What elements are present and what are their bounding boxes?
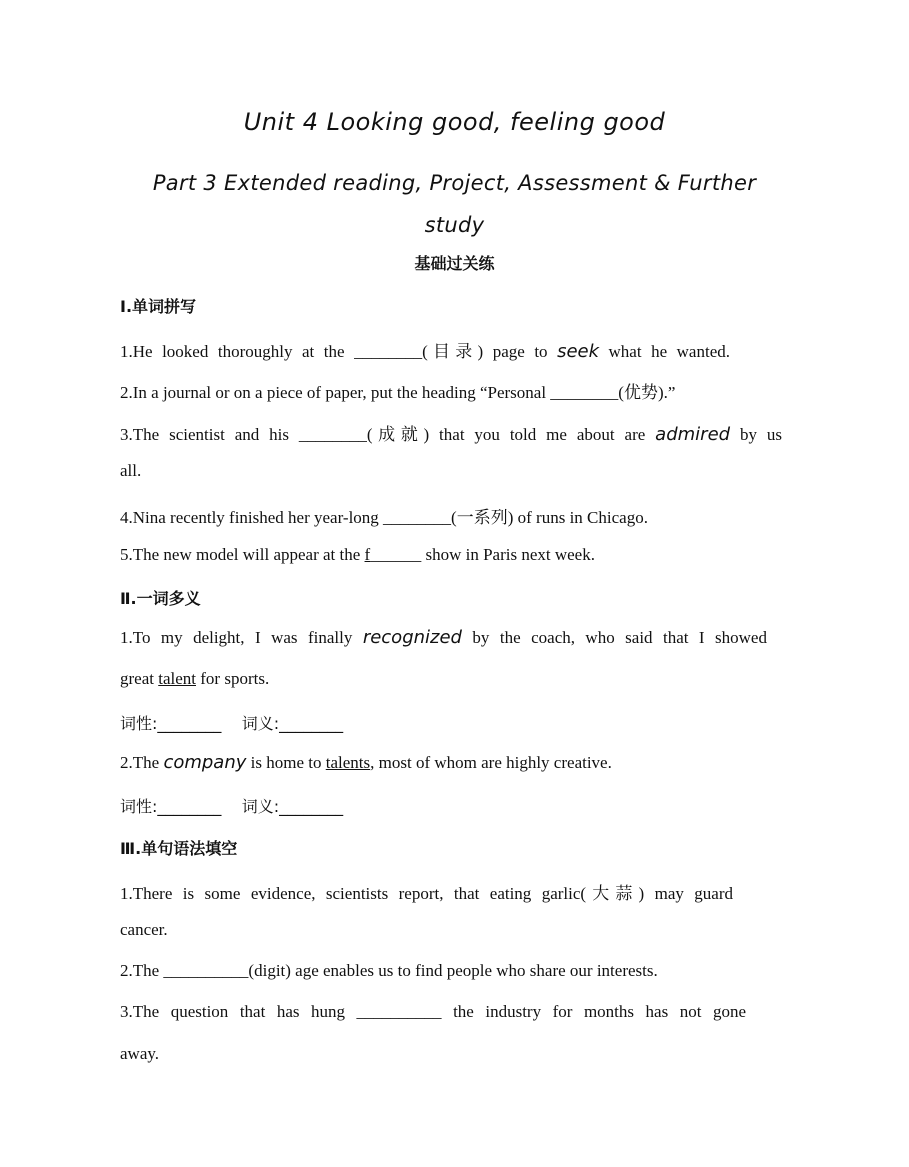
question-1-2 [120, 378, 788, 403]
question-text: 1.To my delight, I was finally [120, 628, 363, 647]
question-text: 2.The [120, 753, 164, 772]
question-text: by the coach, who said that I showed [461, 628, 767, 647]
question-text: 3.The scientist and his ________(成就) that you told me about are [120, 425, 656, 444]
section-heading-spelling: Ⅰ.单词拼写 [120, 297, 197, 316]
question-text: , most of whom are highly creative. [370, 753, 612, 772]
question-1-3 [120, 420, 782, 445]
underlined-word: talents [325, 753, 371, 772]
question-text: 1.He looked thoroughly at the ________(目录) page to [120, 342, 558, 361]
question-text: for sports. [196, 669, 270, 688]
underlined-word: talent [158, 669, 196, 688]
answer-pos-meaning-1: 词性:________ 词义:________ [120, 714, 344, 733]
question-1-3-cont: all. [120, 461, 142, 480]
question-text: 1.There is some evidence, scientists report, that eating garlic(大蒜) may guard [120, 884, 733, 903]
question-2-1 [120, 627, 767, 648]
answer-pos-meaning-2: 词性:________ 词义:________ [120, 797, 344, 816]
underlined-letter: f [364, 545, 371, 564]
question-1-1 [120, 337, 730, 362]
question-text: 3.The question that has hung __________ the industry for months has not gone [120, 1002, 746, 1021]
question-3-3-cont: away. [120, 1044, 160, 1063]
question-3-1 [120, 879, 733, 904]
question-text: 2.The __________(digit) age enables us to find people who share our interests. [120, 961, 658, 980]
question-3-1-cont: cancer. [120, 920, 168, 939]
handwritten-word: seek [557, 341, 600, 362]
part-title: Part 3 Extended reading, Project, Assessment & Further study [152, 171, 757, 237]
question-text: by us [730, 425, 782, 444]
question-text: what he wanted. [599, 342, 730, 361]
blank: ______ [370, 545, 422, 564]
question-2-1-cont [120, 669, 788, 689]
question-3-2 [120, 961, 788, 981]
question-2-2 [120, 752, 788, 773]
section-heading-grammar: Ⅲ.单句语法填空 [120, 839, 238, 858]
unit-title: Unit 4 Looking good, feeling good [243, 108, 666, 136]
section-label: 基础过关练 [414, 254, 495, 273]
question-text: is home to [246, 753, 326, 772]
question-1-5 [120, 545, 788, 565]
handwritten-word: admired [655, 424, 731, 445]
question-text: show in Paris next week. [421, 545, 595, 564]
question-text: great [120, 669, 159, 688]
question-text: 2.In a journal or on a piece of paper, put the heading “Personal ________(优势).” [120, 383, 676, 402]
handwritten-word: company [163, 752, 247, 773]
handwritten-word: recognized [362, 627, 462, 648]
question-1-4 [120, 503, 788, 528]
question-text: 4.Nina recently finished her year-long ________(一系列) of runs in Chicago. [120, 508, 648, 527]
section-heading-polysemy: Ⅱ.一词多义 [120, 589, 201, 608]
question-3-3 [120, 1002, 746, 1022]
question-text: 5.The new model will appear at the [120, 545, 365, 564]
